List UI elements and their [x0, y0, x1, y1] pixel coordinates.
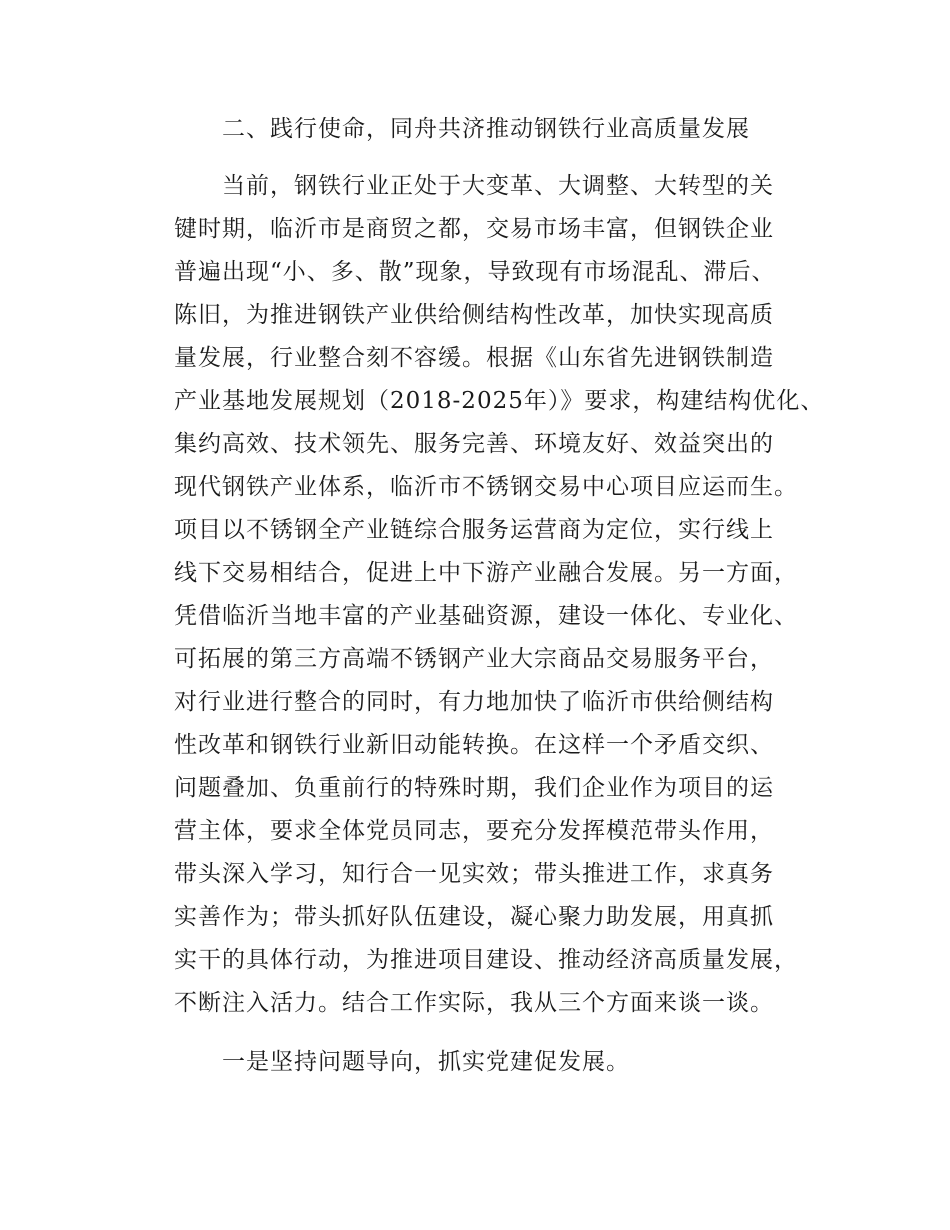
paragraph-line: 带头深入学习，知行合一见实效；带头推进工作，求真务	[174, 861, 774, 887]
paragraph-line: 不断注入活力。结合工作实际，我从三个方面来谈一谈。	[174, 990, 774, 1016]
paragraph-line: 实干的具体行动，为推进项目建设、推动经济高质量发展，	[174, 947, 798, 973]
paragraph-line: 当前，钢铁行业正处于大变革、大调整、大转型的关	[222, 173, 774, 199]
paragraph-line: 可拓展的第三方高端不锈钢产业大宗商品交易服务平台，	[174, 646, 774, 672]
paragraph-line: 产业基地发展规划（2018-2025年）》要求，构建结构优化、	[174, 388, 825, 414]
paragraph-line: 对行业进行整合的同时，有力地加快了临沂市供给侧结构	[174, 689, 774, 715]
paragraph-line: 集约高效、技术领先、服务完善、环境友好、效益突出的	[174, 431, 774, 457]
paragraph-line: 实善作为；带头抓好队伍建设，凝心聚力助发展，用真抓	[174, 904, 774, 930]
paragraph-line: 线下交易相结合，促进上中下游产业融合发展。另一方面，	[174, 560, 798, 586]
paragraph-line: 凭借临沂当地丰富的产业基础资源，建设一体化、专业化、	[174, 603, 798, 629]
paragraph-line: 营主体，要求全体党员同志，要充分发挥模范带头作用，	[174, 818, 774, 844]
paragraph-line: 项目以不锈钢全产业链综合服务运营商为定位，实行线上	[174, 517, 774, 543]
paragraph-line: 普遍出现“小、多、散”现象，导致现有市场混乱、滞后、	[174, 259, 776, 285]
paragraph-line: 性改革和钢铁行业新旧动能转换。在这样一个矛盾交织、	[174, 732, 774, 758]
paragraph-line: 量发展，行业整合刻不容缓。根据《山东省先进钢铁制造	[174, 345, 774, 371]
paragraph-line: 陈旧，为推进钢铁产业供给侧结构性改革，加快实现高质	[174, 302, 774, 328]
section-heading: 二、践行使命，同舟共济推动钢铁行业高质量发展	[222, 116, 750, 142]
paragraph-line: 键时期，临沂市是商贸之都，交易市场丰富，但钢铁企业	[174, 216, 774, 242]
paragraph-line: 现代钢铁产业体系，临沂市不锈钢交易中心项目应运而生。	[174, 474, 798, 500]
paragraph-line: 问题叠加、负重前行的特殊时期，我们企业作为项目的运	[174, 775, 774, 801]
subheading: 一是坚持问题导向，抓实党建促发展。	[222, 1049, 630, 1075]
